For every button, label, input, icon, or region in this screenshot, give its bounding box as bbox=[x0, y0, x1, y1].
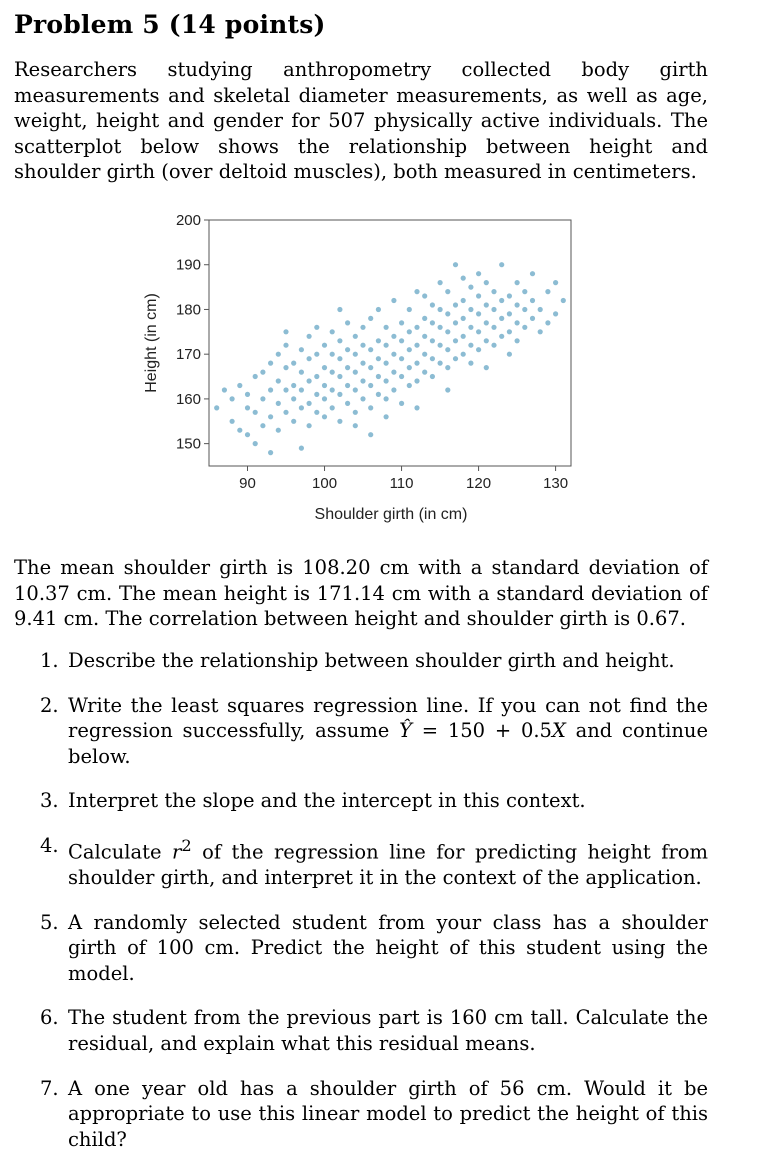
data-point bbox=[268, 361, 273, 366]
data-point bbox=[407, 365, 412, 370]
data-point bbox=[476, 347, 481, 352]
data-point bbox=[484, 302, 489, 307]
data-point bbox=[376, 374, 381, 379]
data-point bbox=[345, 383, 350, 388]
data-point bbox=[360, 361, 365, 366]
data-point bbox=[468, 325, 473, 330]
data-point bbox=[268, 450, 273, 455]
data-point bbox=[499, 298, 504, 303]
question-text: Describe the relationship between shoulder girth and height. bbox=[68, 649, 675, 672]
data-point bbox=[353, 423, 358, 428]
question-number: 2. bbox=[40, 693, 59, 717]
data-point bbox=[515, 302, 520, 307]
data-point bbox=[499, 316, 504, 321]
data-point bbox=[414, 378, 419, 383]
data-point bbox=[353, 410, 358, 415]
data-point bbox=[230, 419, 235, 424]
data-point bbox=[499, 262, 504, 267]
question-number: 3. bbox=[40, 789, 59, 813]
data-point bbox=[283, 365, 288, 370]
data-point bbox=[453, 262, 458, 267]
question-item bbox=[40, 1005, 708, 1056]
data-point bbox=[422, 334, 427, 339]
data-point bbox=[407, 329, 412, 334]
data-point bbox=[283, 410, 288, 415]
data-point bbox=[414, 405, 419, 410]
data-point bbox=[438, 343, 443, 348]
data-point bbox=[360, 325, 365, 330]
data-point bbox=[484, 320, 489, 325]
data-point bbox=[214, 405, 219, 410]
data-point bbox=[291, 396, 296, 401]
data-point bbox=[561, 298, 566, 303]
data-point bbox=[268, 387, 273, 392]
data-point bbox=[360, 343, 365, 348]
data-point bbox=[330, 387, 335, 392]
question-text: The student from the previous part is 160 cm tall. Calculate the residual, and explain what this residual means. bbox=[68, 1006, 708, 1056]
data-point bbox=[476, 293, 481, 298]
data-point bbox=[476, 311, 481, 316]
data-point bbox=[299, 347, 304, 352]
data-point bbox=[314, 410, 319, 415]
data-point bbox=[414, 361, 419, 366]
data-point bbox=[453, 320, 458, 325]
data-point bbox=[353, 387, 358, 392]
question-list bbox=[40, 648, 708, 1171]
data-point bbox=[360, 396, 365, 401]
question-number: 1. bbox=[40, 649, 59, 672]
data-point bbox=[384, 361, 389, 366]
data-point bbox=[445, 329, 450, 334]
data-point bbox=[237, 383, 242, 388]
data-point bbox=[337, 419, 342, 424]
data-point bbox=[515, 338, 520, 343]
data-point bbox=[291, 361, 296, 366]
data-point bbox=[538, 329, 543, 334]
y-axis-label: Height (in cm) bbox=[143, 293, 160, 393]
x-tick-label: 90 bbox=[239, 475, 256, 492]
data-point bbox=[522, 307, 527, 312]
data-point bbox=[399, 338, 404, 343]
question-text: Write the least squares regression line. If you can not find the regression successfully, assume bbox=[68, 693, 708, 743]
data-point bbox=[422, 370, 427, 375]
data-point bbox=[476, 329, 481, 334]
data-point bbox=[276, 428, 281, 433]
data-point bbox=[391, 298, 396, 303]
x-tick-label: 110 bbox=[389, 475, 414, 492]
question-text: Calculate bbox=[68, 840, 172, 864]
data-point bbox=[545, 289, 550, 294]
data-point bbox=[507, 352, 512, 357]
data-point bbox=[407, 307, 412, 312]
data-point bbox=[353, 352, 358, 357]
data-point bbox=[407, 383, 412, 388]
data-point bbox=[322, 343, 327, 348]
data-point bbox=[307, 423, 312, 428]
data-point bbox=[484, 365, 489, 370]
data-point bbox=[438, 325, 443, 330]
data-point bbox=[307, 334, 312, 339]
data-point bbox=[407, 347, 412, 352]
data-point bbox=[337, 356, 342, 361]
data-point bbox=[453, 356, 458, 361]
data-point bbox=[530, 271, 535, 276]
data-point bbox=[307, 378, 312, 383]
data-point bbox=[337, 338, 342, 343]
data-point bbox=[283, 329, 288, 334]
data-point bbox=[337, 374, 342, 379]
data-point bbox=[468, 307, 473, 312]
data-point bbox=[368, 316, 373, 321]
data-point bbox=[445, 347, 450, 352]
question-text-end: and continue below. bbox=[68, 719, 709, 768]
data-point bbox=[299, 405, 304, 410]
question-item bbox=[40, 648, 708, 674]
question-item bbox=[40, 833, 708, 891]
data-point bbox=[553, 280, 558, 285]
data-point bbox=[384, 378, 389, 383]
data-point bbox=[461, 276, 466, 281]
data-point bbox=[253, 441, 258, 446]
points-layer bbox=[214, 262, 566, 455]
data-point bbox=[237, 428, 242, 433]
data-point bbox=[391, 387, 396, 392]
data-point bbox=[399, 374, 404, 379]
data-point bbox=[276, 378, 281, 383]
data-point bbox=[376, 338, 381, 343]
data-point bbox=[283, 387, 288, 392]
data-point bbox=[322, 365, 327, 370]
data-point bbox=[376, 307, 381, 312]
data-point bbox=[368, 405, 373, 410]
data-point bbox=[399, 356, 404, 361]
data-point bbox=[384, 396, 389, 401]
data-point bbox=[414, 325, 419, 330]
data-point bbox=[276, 401, 281, 406]
data-point bbox=[545, 320, 550, 325]
data-point bbox=[314, 325, 319, 330]
data-point bbox=[345, 401, 350, 406]
data-point bbox=[353, 370, 358, 375]
data-point bbox=[399, 320, 404, 325]
question-item bbox=[40, 1076, 708, 1153]
data-point bbox=[360, 378, 365, 383]
data-point bbox=[422, 293, 427, 298]
data-point bbox=[530, 316, 535, 321]
data-point bbox=[414, 289, 419, 294]
data-point bbox=[484, 338, 489, 343]
question-number: 6. bbox=[40, 1006, 59, 1030]
data-point bbox=[314, 392, 319, 397]
data-point bbox=[507, 293, 512, 298]
data-point bbox=[461, 316, 466, 321]
data-point bbox=[484, 280, 489, 285]
data-point bbox=[330, 329, 335, 334]
question-item bbox=[40, 693, 708, 770]
data-point bbox=[515, 280, 520, 285]
data-point bbox=[376, 392, 381, 397]
data-point bbox=[491, 343, 496, 348]
question-text-end: of the regression line for predicting height from shoulder girth, and interpret it in the context of the application. bbox=[68, 840, 709, 890]
data-point bbox=[414, 343, 419, 348]
regression-equation: = 150 + 0.5 bbox=[412, 719, 552, 743]
data-point bbox=[491, 325, 496, 330]
question-item bbox=[40, 788, 708, 814]
data-point bbox=[445, 311, 450, 316]
data-point bbox=[491, 307, 496, 312]
x-tick-label: 100 bbox=[312, 475, 338, 492]
data-point bbox=[230, 396, 235, 401]
data-point bbox=[345, 320, 350, 325]
data-point bbox=[430, 320, 435, 325]
data-point bbox=[353, 334, 358, 339]
intro-paragraph: Researchers studying anthropometry collected body girth measurements and skeletal diameter measurements, as well as age, weight, height and gender for 507 physically active individuals. The scatterplot below shows the relationship between height and shoulder girth (over deltoid muscles), both measured in centimeters. bbox=[14, 58, 708, 184]
data-point bbox=[468, 285, 473, 290]
data-point bbox=[291, 419, 296, 424]
data-point bbox=[368, 432, 373, 437]
question-number: 4. bbox=[40, 833, 59, 857]
data-point bbox=[507, 311, 512, 316]
data-point bbox=[515, 320, 520, 325]
data-point bbox=[430, 338, 435, 343]
data-point bbox=[245, 432, 250, 437]
data-point bbox=[260, 423, 265, 428]
data-point bbox=[453, 338, 458, 343]
data-point bbox=[330, 352, 335, 357]
data-point bbox=[384, 343, 389, 348]
data-point bbox=[438, 307, 443, 312]
data-point bbox=[368, 347, 373, 352]
data-point bbox=[468, 343, 473, 348]
data-point bbox=[391, 352, 396, 357]
data-point bbox=[468, 361, 473, 366]
y-hat-symbol: Ŷ bbox=[399, 719, 412, 743]
data-point bbox=[499, 334, 504, 339]
data-point bbox=[530, 298, 535, 303]
data-point bbox=[430, 356, 435, 361]
data-point bbox=[222, 387, 227, 392]
data-point bbox=[245, 392, 250, 397]
data-point bbox=[507, 329, 512, 334]
stats-paragraph: The mean shoulder girth is 108.20 cm with a standard deviation of 10.37 cm. The mean height is 171.14 cm with a standard deviation of 9.41 cm. The correlation between height and shoulder girth is 0.67. bbox=[14, 556, 708, 631]
x-tick-label: 130 bbox=[543, 475, 569, 492]
data-point bbox=[245, 405, 250, 410]
question-item bbox=[40, 910, 708, 987]
data-point bbox=[391, 370, 396, 375]
data-point bbox=[399, 401, 404, 406]
y-tick-label: 180 bbox=[175, 301, 201, 319]
data-point bbox=[491, 289, 496, 294]
data-point bbox=[260, 370, 265, 375]
data-point bbox=[253, 410, 258, 415]
data-point bbox=[445, 387, 450, 392]
data-point bbox=[438, 280, 443, 285]
data-point bbox=[461, 334, 466, 339]
y-tick-label: 200 bbox=[175, 212, 201, 229]
data-point bbox=[307, 401, 312, 406]
question-number: 5. bbox=[40, 910, 59, 934]
scatterplot bbox=[130, 205, 590, 535]
data-point bbox=[330, 405, 335, 410]
y-tick-label: 160 bbox=[175, 390, 201, 408]
data-point bbox=[430, 374, 435, 379]
data-point bbox=[268, 414, 273, 419]
data-point bbox=[391, 334, 396, 339]
data-point bbox=[345, 347, 350, 352]
data-point bbox=[260, 396, 265, 401]
data-point bbox=[476, 271, 481, 276]
data-point bbox=[522, 289, 527, 294]
data-point bbox=[299, 387, 304, 392]
data-point bbox=[453, 302, 458, 307]
data-point bbox=[376, 356, 381, 361]
x-tick-label: 120 bbox=[466, 475, 492, 492]
data-point bbox=[422, 352, 427, 357]
data-point bbox=[314, 374, 319, 379]
data-point bbox=[553, 311, 558, 316]
data-point bbox=[307, 356, 312, 361]
data-point bbox=[314, 352, 319, 357]
x-variable: X bbox=[551, 719, 566, 743]
data-point bbox=[522, 325, 527, 330]
data-point bbox=[337, 392, 342, 397]
data-point bbox=[461, 352, 466, 357]
data-point bbox=[299, 370, 304, 375]
scatterplot-svg bbox=[130, 205, 590, 535]
question-number: 7. bbox=[40, 1076, 59, 1100]
r-variable: r bbox=[171, 840, 182, 864]
data-point bbox=[445, 289, 450, 294]
data-point bbox=[283, 343, 288, 348]
question-text: Interpret the slope and the intercept in this context. bbox=[68, 789, 586, 813]
x-axis-label: Shoulder girth (in cm) bbox=[314, 506, 468, 523]
data-point bbox=[430, 302, 435, 307]
data-point bbox=[368, 383, 373, 388]
data-point bbox=[438, 361, 443, 366]
data-point bbox=[322, 383, 327, 388]
data-point bbox=[384, 414, 389, 419]
data-point bbox=[422, 316, 427, 321]
r-exponent: 2 bbox=[181, 835, 192, 855]
data-point bbox=[384, 325, 389, 330]
data-point bbox=[461, 298, 466, 303]
data-point bbox=[276, 352, 281, 357]
y-tick-label: 190 bbox=[175, 256, 201, 274]
data-point bbox=[299, 446, 304, 451]
problem-title: Problem 5 (14 points) bbox=[14, 10, 326, 39]
data-point bbox=[337, 307, 342, 312]
y-tick-label: 170 bbox=[175, 346, 201, 364]
data-point bbox=[368, 365, 373, 370]
data-point bbox=[330, 370, 335, 375]
data-point bbox=[291, 383, 296, 388]
data-point bbox=[322, 396, 327, 401]
data-point bbox=[322, 414, 327, 419]
question-text: A one year old has a shoulder girth of 56 cm. Would it be appropriate to use this linear model to predict the height of this child? bbox=[68, 1076, 708, 1151]
data-point bbox=[445, 365, 450, 370]
data-point bbox=[253, 374, 258, 379]
data-point bbox=[345, 365, 350, 370]
data-point bbox=[538, 307, 543, 312]
y-tick-label: 150 bbox=[175, 435, 201, 453]
question-text: A randomly selected student from your class has a shoulder girth of 100 cm. Predict the height of this student using the model. bbox=[68, 910, 708, 985]
